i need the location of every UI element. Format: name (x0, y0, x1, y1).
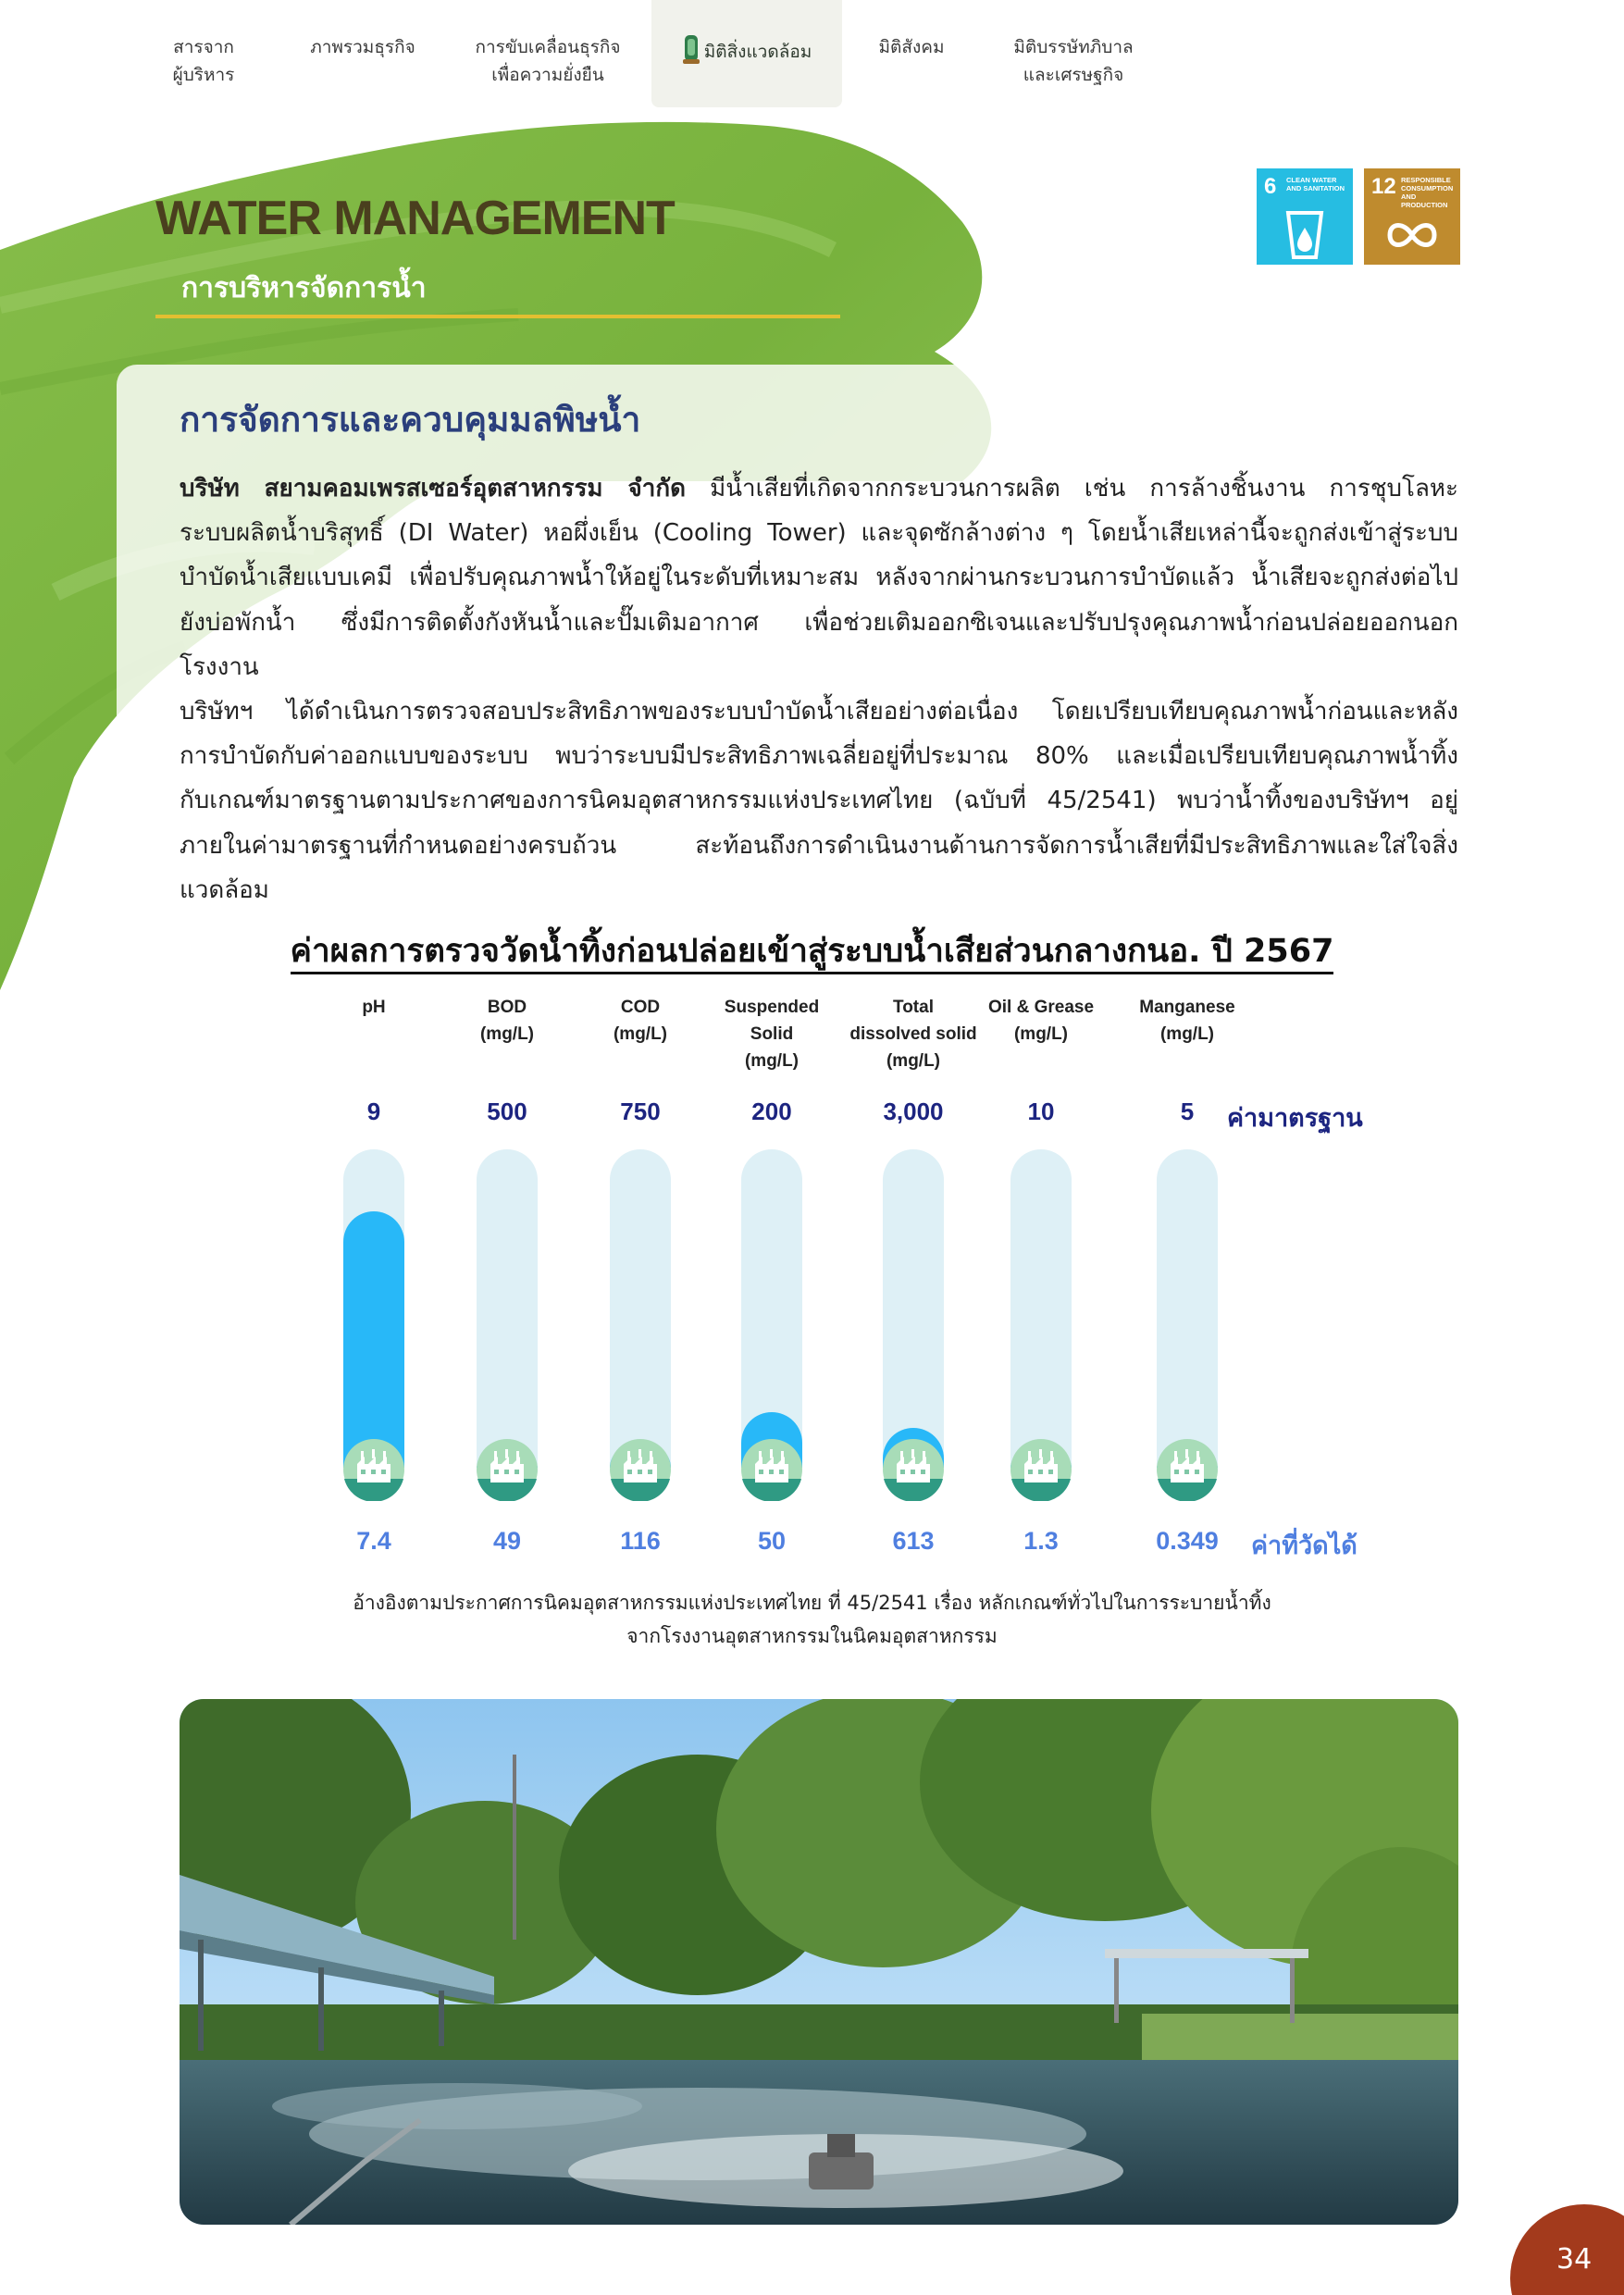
sdg-label: CLEAN WATER AND SANITATION (1286, 176, 1345, 192)
measured-value-bar (610, 1445, 671, 1468)
paragraph-line (180, 466, 1458, 511)
nav-tab-business-overview[interactable] (298, 33, 428, 61)
standard-limit-tube (477, 1149, 538, 1499)
sdg-12-badge (1364, 168, 1460, 265)
chart-title (0, 925, 1624, 976)
nav-tab-label: และเศรษฐกิจ (1023, 65, 1124, 85)
nav-tab-label: มิติสิ่งแวดล้อม (703, 42, 812, 62)
paragraph-line: การบำบัดกับค่าออกแบบของระบบ พบว่าระบบมีประสิทธิภาพเฉลี่ยอยู่ที่ประมาณ 80% และเมื่อเปรียบเทียบคุณภาพน้ำทิ้ง (180, 742, 1458, 771)
column-header-line: pH (362, 998, 386, 1017)
nav-tab-label: ภาพรวมธุรกิจ (310, 37, 415, 57)
standard-limit-tube (741, 1149, 802, 1499)
measured-value-bar (883, 1428, 944, 1468)
column-header-line: (mg/L) (479, 1024, 535, 1044)
sdg-6-badge (1257, 168, 1353, 265)
title-underline (155, 315, 840, 318)
column-header (428, 994, 586, 1048)
factory-icon (476, 1438, 539, 1501)
measured-value: 1.3 (1023, 1527, 1059, 1555)
measured-value: 50 (757, 1527, 787, 1555)
standard-value: 10 (1027, 1098, 1055, 1125)
standard-limit-tube (1010, 1149, 1072, 1499)
sdg-number: 12 (1371, 174, 1396, 199)
treatment-pond-photo (180, 1699, 1458, 2225)
column-header (962, 994, 1120, 1048)
factory-icon (1156, 1438, 1219, 1501)
water-glass-icon (1277, 209, 1333, 261)
paragraph-line: แวดล้อม (180, 875, 269, 904)
standard-limit-tube (610, 1149, 671, 1499)
nav-tab-executive-message[interactable] (163, 33, 244, 89)
measured-value-bar (1157, 1464, 1218, 1468)
infinity-icon (1384, 209, 1440, 261)
factory-icon (882, 1438, 945, 1501)
column-header-line: Manganese (1139, 998, 1235, 1017)
sdg-label: RESPONSIBLE CONSUMPTION AND PRODUCTION (1401, 176, 1454, 209)
column-header-line: (mg/L) (1159, 1024, 1215, 1044)
chart-title-text: ค่าผลการตรวจวัดน้ำทิ้งก่อนปล่อยเข้าสู่ระบบน้ำเสียส่วนกลางกนอ. ปี 2567 (291, 933, 1334, 974)
standard-value: 500 (487, 1098, 527, 1125)
body-text (180, 466, 1458, 912)
nav-tab-label: เพื่อความยั่งยืน (491, 65, 604, 85)
measured-value: 0.349 (1156, 1527, 1219, 1555)
company-name: บริษัท สยามคอมเพรสเซอร์อุตสาหกรรม จำกัด (180, 475, 686, 502)
column-header-line: (mg/L) (744, 1051, 800, 1071)
measured-value-bar (741, 1412, 802, 1469)
measured-value: 613 (892, 1527, 935, 1555)
column-header (835, 994, 992, 1074)
factory-icon (1010, 1438, 1072, 1501)
column-header (693, 994, 850, 1074)
standard-value: 200 (751, 1098, 792, 1125)
top-navigation (0, 0, 1624, 111)
footnote-line: อ้างอิงตามประกาศการนิคมอุตสาหกรรมแห่งประเทศไทย ที่ 45/2541 เรื่อง หลักเกณฑ์ทั่วไปในการระบายน้ำทิ้ง (353, 1592, 1271, 1614)
paragraph-line: โรงงาน (180, 652, 259, 681)
column-header-line: COD (620, 998, 661, 1017)
column-header-line: (mg/L) (613, 1024, 668, 1044)
paragraph-line: บริษัทฯ ได้ดำเนินการตรวจสอบประสิทธิภาพของระบบบำบัดน้ำเสียอย่างต่อเนื่อง โดยเปรียบเทียบคุณภาพน้ำก่อนและหลัง (180, 698, 1458, 726)
section-heading: การจัดการและควบคุมมลพิษน้ำ (180, 400, 641, 440)
paragraph-line: ภายในค่ามาตรฐานที่กำหนดอย่างครบถ้วน สะท้อนถึงการดำเนินงานด้านการจัดการน้ำเสียที่มีประสิทธิภาพและใส่ใจสิ่ง (180, 831, 1458, 860)
paragraph-line: ยังบ่อพักน้ำ ซึ่งมีการติดตั้งกังหันน้ำและปั๊มเติมอากาศ เพื่อช่วยเติมออกซิเจนและปรับปรุงคุณภาพน้ำก่อนปล่อยออกนอก (180, 608, 1458, 637)
factory-icon (740, 1438, 803, 1501)
chart-footnote (0, 1586, 1624, 1653)
pond-illustration (180, 1699, 1458, 2225)
column-header-line: BOD (487, 998, 527, 1017)
standard-value-label: ค่ามาตรฐาน (1227, 1104, 1363, 1133)
standard-value: 750 (620, 1098, 661, 1125)
column-header-line: (mg/L) (886, 1051, 941, 1071)
paragraph-line: ระบบผลิตน้ำบริสุทธิ์ (DI Water) หอผึ่งเย็น (Cooling Tower) และจุดซักล้างต่าง ๆ โดยน้ำเสียเหล่านี้จะถูกส่งเข้าสู่ระบบ (180, 519, 1458, 548)
measured-value-bar (477, 1464, 538, 1468)
standard-value: 9 (366, 1098, 381, 1125)
footnote-line: จากโรงงานอุตสาหกรรมในนิคมอุตสาหกรรม (626, 1625, 998, 1647)
column-header-line: dissolved solid (849, 1024, 977, 1044)
standard-limit-tube (343, 1149, 404, 1499)
column-header-line: Total (893, 998, 934, 1017)
column-header-line: Oil & Grease (987, 998, 1095, 1017)
nav-tab-label: ผู้บริหาร (172, 65, 235, 85)
standard-limit-tube (883, 1149, 944, 1499)
standard-value: 5 (1180, 1098, 1195, 1125)
column-header (1109, 994, 1266, 1048)
compressor-icon (682, 33, 700, 65)
paragraph-text: มีน้ำเสียที่เกิดจากกระบวนการผลิต เช่น การล้างชิ้นงาน การชุบโลหะ (685, 475, 1458, 502)
paragraph-line: บำบัดน้ำเสียแบบเคมี เพื่อปรับคุณภาพน้ำให้อยู่ในระดับที่เหมาะสม หลังจากผ่านกระบวนการบำบัดแล้ว น้ำเสียจะถูกส่งต่อไป (180, 564, 1458, 592)
column-header-line: Solid (750, 1024, 794, 1044)
column-header-line: (mg/L) (1013, 1024, 1069, 1044)
nav-tab-sustainability[interactable] (463, 33, 633, 89)
measured-value: 7.4 (356, 1527, 391, 1555)
nav-tab-label: มิติสังคม (878, 37, 945, 57)
measured-value: 116 (620, 1527, 661, 1555)
page-subtitle: การบริหารจัดการน้ำ (181, 272, 427, 304)
nav-tab-social[interactable] (861, 33, 962, 61)
column-header (562, 994, 719, 1048)
measured-value-label: ค่าที่วัดได้ (1251, 1532, 1357, 1560)
standard-value: 3,000 (883, 1098, 944, 1125)
nav-tab-governance[interactable] (990, 33, 1157, 89)
factory-icon (609, 1438, 672, 1501)
factory-icon (342, 1438, 405, 1501)
nav-tab-label: มิติบรรษัทภิบาล (1013, 37, 1134, 57)
measured-value: 49 (492, 1527, 522, 1555)
nav-tab-environment[interactable] (651, 0, 842, 107)
page-title: WATER MANAGEMENT (155, 192, 675, 245)
page-number: 34 (1556, 2243, 1593, 2276)
paragraph-line: กับเกณฑ์มาตรฐานตามประกาศของการนิคมอุตสาหกรรมแห่งประเทศไทย (ฉบับที่ 45/2541) พบว่าน้ำทิ้งของบริษัทฯ อยู่ (180, 787, 1458, 815)
nav-tab-label: การขับเคลื่อนธุรกิจ (475, 37, 621, 57)
nav-tab-label: สารจาก (173, 37, 234, 57)
standard-limit-tube (1157, 1149, 1218, 1499)
measured-value-bar (343, 1211, 404, 1468)
sdg-number: 6 (1264, 174, 1277, 199)
measured-value-bar (1010, 1454, 1072, 1468)
column-header-line: Suspended (724, 998, 820, 1017)
